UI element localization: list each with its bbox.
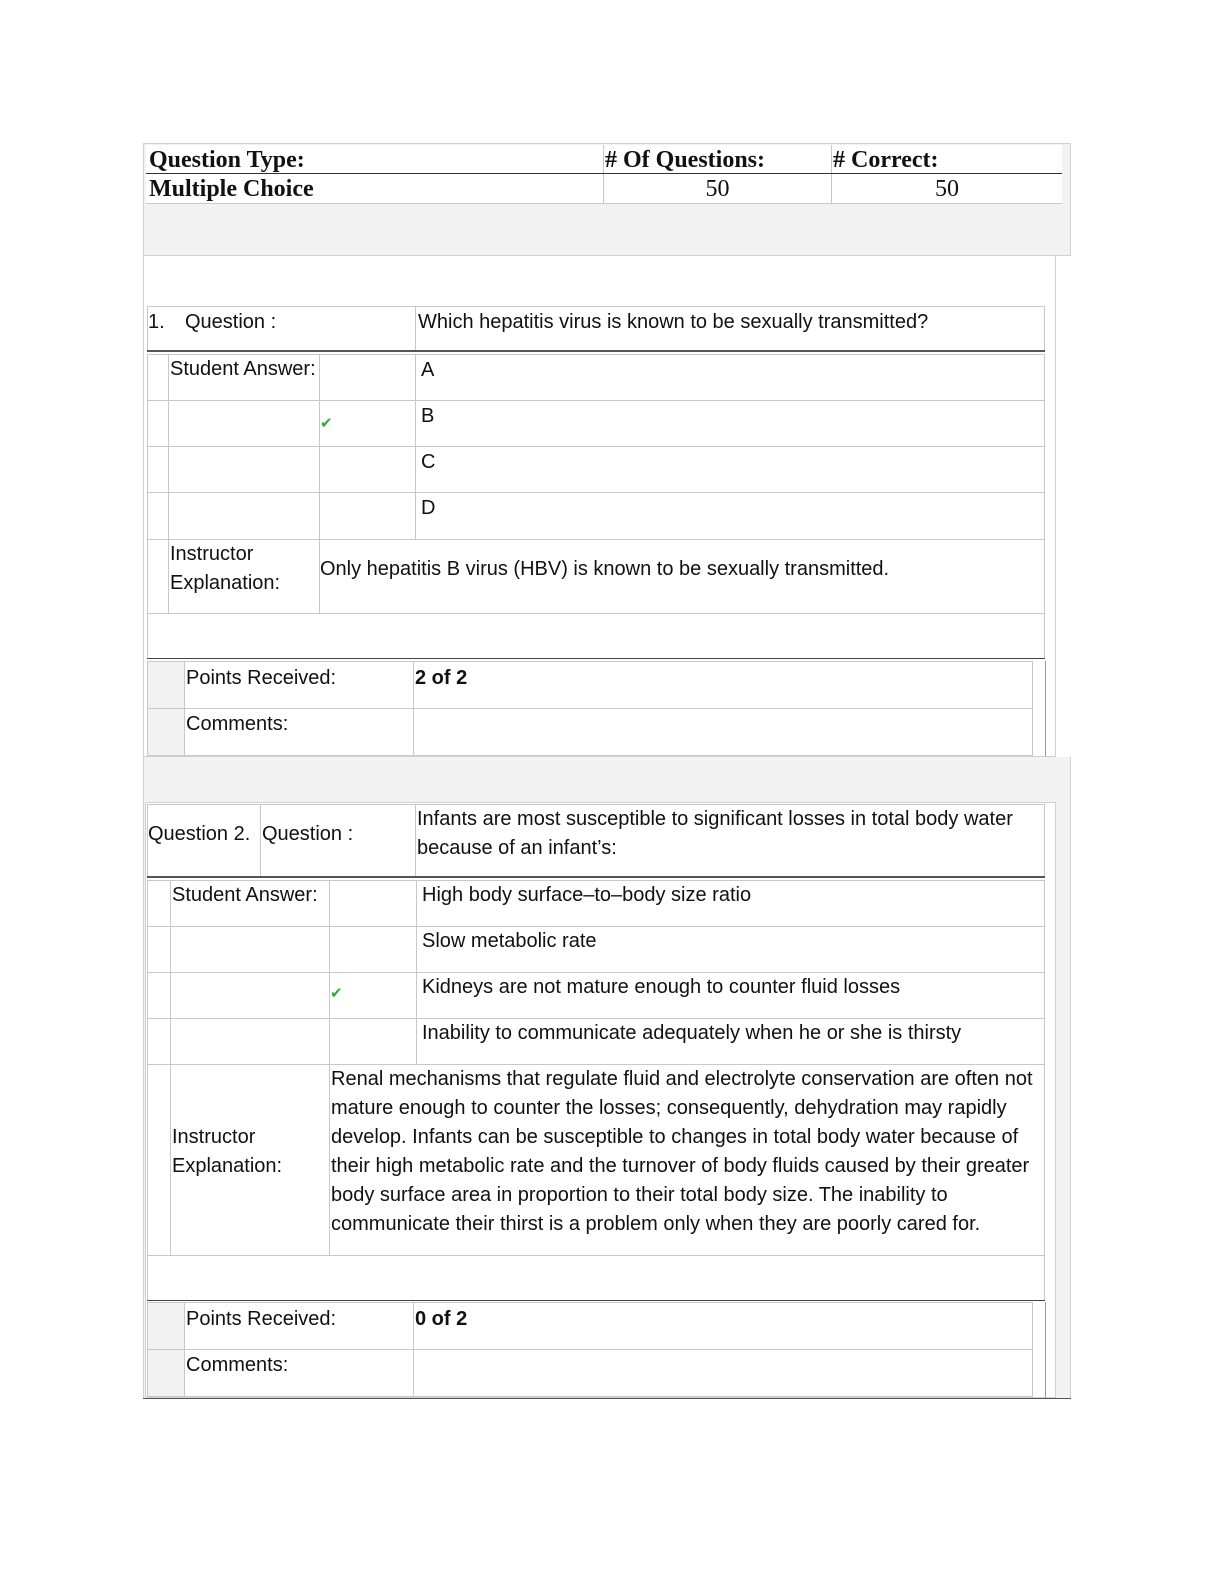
num-correct-label: # Correct: (833, 147, 939, 173)
question-number: Question 2. (148, 823, 251, 845)
section-rule (147, 1300, 1045, 1301)
answer-option: High body surface–to–body size ratio (422, 884, 752, 906)
page-bottom-rule (143, 1398, 1071, 1399)
grid-line (260, 804, 261, 878)
points-received-value: 0 of 2 (415, 1308, 468, 1330)
grid-line (1045, 661, 1046, 757)
grid-line (170, 880, 171, 1256)
num-correct-value: 50 (935, 176, 959, 202)
grid-line (147, 446, 1045, 447)
explanation-text: Only hepatitis B virus (HBV) is known to be sexually transmitted. (320, 558, 890, 580)
question-text: Which hepatitis virus is known to be sexually transmitted? (418, 311, 929, 333)
explanation-label: Explanation: (170, 572, 281, 594)
explanation-text: Renal mechanisms that regulate fluid and electrolyte conservation are often not mature enough to counter the losses; consequently, dehydration may rapidly develop. Infants can be susceptible to changes in total body water because of their high metabolic rate and the turnover of body fluids caused by their greater body surface area in proportion to their total body size. The inability to communicate their thirst is a problem only when they are poorly cared for. (331, 1068, 1033, 1235)
answer-option: B (421, 405, 435, 427)
summary-bottom-rule (146, 203, 1062, 204)
explanation-label: Explanation: (172, 1155, 283, 1177)
grid-line (415, 804, 416, 878)
comments-label: Comments: (186, 1354, 289, 1376)
points-received-value: 2 of 2 (415, 667, 468, 689)
results-summary (143, 143, 1071, 256)
grid-line (147, 1349, 1033, 1350)
answer-option: Kidneys are not mature enough to counter fluid losses (422, 976, 901, 998)
answer-option: Inability to communicate adequately when he or she is thirsty (422, 1022, 962, 1044)
points-received-label: Points Received: (186, 667, 337, 689)
answer-option: Slow metabolic rate (422, 930, 597, 952)
question-type-value: Multiple Choice (149, 176, 314, 202)
grid-line (147, 708, 1033, 709)
explanation-label: Instructor (172, 1126, 256, 1148)
answer-option: C (421, 451, 436, 473)
question-text: Infants are most susceptible to significant losses in total body water because of an infant’s: (417, 808, 1013, 859)
grid-line (147, 539, 1045, 540)
explanation-label: Instructor (170, 543, 254, 565)
points-received-label: Points Received: (186, 1308, 337, 1330)
question-label: Question : (185, 311, 277, 333)
check-icon: ✔ (320, 415, 333, 432)
comments-label: Comments: (186, 713, 289, 735)
question-rule (147, 876, 1045, 878)
spacer-row (147, 613, 1045, 659)
question-type-label: Question Type: (149, 147, 305, 173)
spacer-row (147, 1255, 1045, 1301)
student-answer-label: Student Answer: (172, 884, 318, 906)
student-answer-label: Student Answer: (170, 358, 316, 380)
summary-table (146, 145, 1062, 204)
question-number: 1. (148, 311, 165, 333)
check-icon: ✔ (330, 985, 343, 1002)
grid-line (168, 354, 169, 614)
num-questions-value: 50 (705, 176, 730, 202)
num-questions-label: # Of Questions: (605, 147, 766, 173)
section-rule (147, 658, 1045, 659)
question-rule (147, 350, 1045, 352)
question-divider (415, 306, 416, 352)
grid-line (1045, 1302, 1046, 1398)
answer-option: A (421, 359, 435, 381)
answer-option: D (421, 497, 436, 519)
grid-line (147, 400, 1045, 401)
question-label: Question : (262, 823, 354, 845)
grid-line (329, 880, 330, 1256)
grid-line (147, 492, 1045, 493)
